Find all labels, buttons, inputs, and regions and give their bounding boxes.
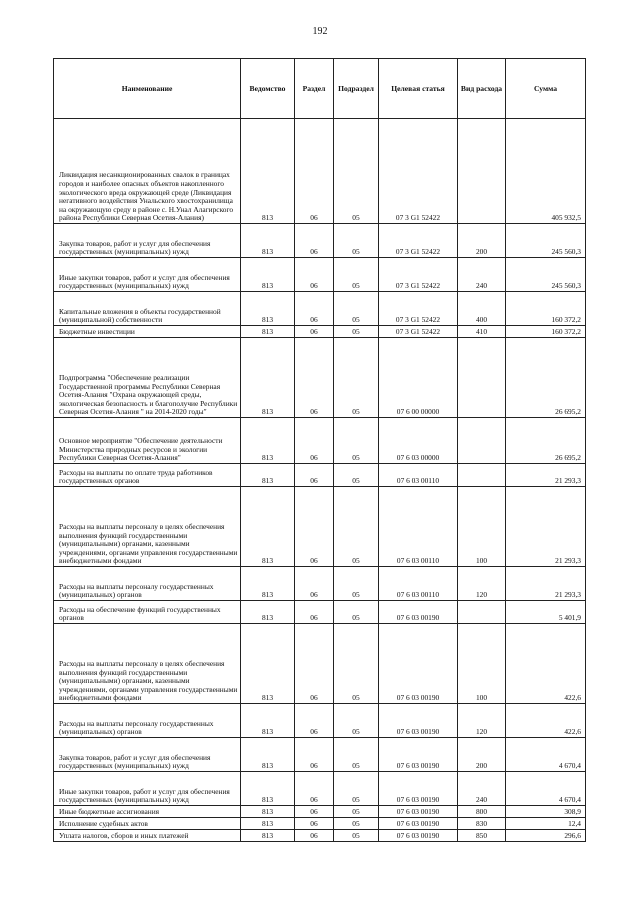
- row-statya-cell: 07 3 G1 52422: [379, 292, 458, 326]
- row-podrazdel-cell: 05: [334, 224, 379, 258]
- row-name-cell: Ликвидация несанкционированных свалок в границах городов и наиболее опасных объектов накопленного экологического вреда окружающей среде (Ликвидация негативного воздействия Унальского хвостохранилища на окружающую среду в районе с. Н.Унал Алагирского района Республики Северная Осетия-Алания): [54, 119, 241, 224]
- table-row: [54, 818, 586, 830]
- row-razdel-cell: 06: [295, 738, 334, 772]
- row-statya-cell: 07 6 03 00000: [379, 418, 458, 464]
- row-ved-cell: 813: [241, 818, 295, 830]
- row-name-cell: Иные бюджетные ассигнования: [54, 806, 241, 818]
- row-summa-cell: 422,6: [506, 624, 586, 704]
- header-row: [54, 59, 586, 119]
- header-podrazdel: Подраздел: [334, 59, 379, 119]
- row-razdel-cell: 06: [295, 326, 334, 338]
- row-name-cell: Закупка товаров, работ и услуг для обеспечения государственных (муниципальных) нужд: [54, 224, 241, 258]
- row-statya-cell: 07 6 03 00190: [379, 624, 458, 704]
- row-ved-cell: 813: [241, 738, 295, 772]
- table-row: [54, 119, 586, 224]
- row-vid-cell: 850: [458, 830, 506, 842]
- row-summa-cell: 4 670,4: [506, 772, 586, 806]
- table-row: [54, 704, 586, 738]
- table-row: [54, 464, 586, 487]
- row-summa-cell: 21 293,3: [506, 487, 586, 567]
- row-summa-cell: 21 293,3: [506, 464, 586, 487]
- row-summa-cell: 21 293,3: [506, 567, 586, 601]
- row-podrazdel-cell: 05: [334, 258, 379, 292]
- row-summa-cell: 4 670,4: [506, 738, 586, 772]
- table-row: [54, 624, 586, 704]
- row-vid-cell: [458, 464, 506, 487]
- row-name-cell: Расходы на выплаты персоналу в целях обеспечения выполнения функций государственными (муниципальными) органами, казенными учреждениями, органами управления государственными внебюджетными фондами: [54, 487, 241, 567]
- row-vid-cell: 800: [458, 806, 506, 818]
- row-razdel-cell: 06: [295, 772, 334, 806]
- row-vid-cell: 830: [458, 818, 506, 830]
- row-vid-cell: 200: [458, 738, 506, 772]
- row-statya-cell: 07 3 G1 52422: [379, 119, 458, 224]
- row-statya-cell: 07 6 03 00190: [379, 830, 458, 842]
- table-row: [54, 738, 586, 772]
- table-row: [54, 418, 586, 464]
- row-name-cell: Капитальные вложения в объекты государственной (муниципальной) собственности: [54, 292, 241, 326]
- row-podrazdel-cell: 05: [334, 418, 379, 464]
- row-statya-cell: 07 3 G1 52422: [379, 258, 458, 292]
- row-razdel-cell: 06: [295, 818, 334, 830]
- row-vid-cell: 100: [458, 487, 506, 567]
- row-summa-cell: 422,6: [506, 704, 586, 738]
- row-summa-cell: 26 695,2: [506, 338, 586, 418]
- row-statya-cell: 07 6 03 00190: [379, 738, 458, 772]
- row-ved-cell: 813: [241, 338, 295, 418]
- row-statya-cell: 07 6 03 00110: [379, 487, 458, 567]
- row-podrazdel-cell: 05: [334, 326, 379, 338]
- row-ved-cell: 813: [241, 830, 295, 842]
- row-ved-cell: 813: [241, 601, 295, 624]
- table-row: [54, 292, 586, 326]
- row-name-cell: Бюджетные инвестиции: [54, 326, 241, 338]
- row-razdel-cell: 06: [295, 704, 334, 738]
- row-razdel-cell: 06: [295, 258, 334, 292]
- header-razdel: Раздел: [295, 59, 334, 119]
- row-statya-cell: 07 3 G1 52422: [379, 224, 458, 258]
- row-razdel-cell: 06: [295, 464, 334, 487]
- row-razdel-cell: 06: [295, 224, 334, 258]
- row-podrazdel-cell: 05: [334, 487, 379, 567]
- header-statya: Целевая статья: [379, 59, 458, 119]
- row-summa-cell: 405 932,5: [506, 119, 586, 224]
- row-vid-cell: [458, 338, 506, 418]
- row-vid-cell: 400: [458, 292, 506, 326]
- row-name-cell: Основное мероприятие "Обеспечение деятельности Министерства природных ресурсов и экологии Республики Северная Осетия-Алания": [54, 418, 241, 464]
- row-vid-cell: 240: [458, 258, 506, 292]
- row-vid-cell: 120: [458, 704, 506, 738]
- row-vid-cell: [458, 418, 506, 464]
- row-name-cell: Подпрограмма "Обеспечение реализации Государственной программы Республики Северная Осетия-Алания "Охрана окружающей среды, экологическая безопасность и благополучие Республики Северная Осетия-Алания " на 2014-2020 годы": [54, 338, 241, 418]
- row-name-cell: Уплата налогов, сборов и иных платежей: [54, 830, 241, 842]
- row-podrazdel-cell: 05: [334, 567, 379, 601]
- row-name-cell: Расходы на выплаты по оплате труда работников государственных органов: [54, 464, 241, 487]
- row-statya-cell: 07 6 03 00190: [379, 704, 458, 738]
- row-podrazdel-cell: 05: [334, 806, 379, 818]
- row-razdel-cell: 06: [295, 292, 334, 326]
- row-podrazdel-cell: 05: [334, 119, 379, 224]
- row-razdel-cell: 06: [295, 624, 334, 704]
- header-ved: Ведомство: [241, 59, 295, 119]
- row-name-cell: Расходы на выплаты персоналу в целях обеспечения выполнения функций государственными (муниципальными) органами, казенными учреждениями, органами управления государственными внебюджетными фондами: [54, 624, 241, 704]
- row-vid-cell: 410: [458, 326, 506, 338]
- table-row: [54, 326, 586, 338]
- row-ved-cell: 813: [241, 772, 295, 806]
- row-podrazdel-cell: 05: [334, 738, 379, 772]
- row-ved-cell: 813: [241, 224, 295, 258]
- row-statya-cell: 07 6 03 00190: [379, 772, 458, 806]
- row-summa-cell: 5 401,9: [506, 601, 586, 624]
- table-body: [54, 119, 586, 842]
- row-vid-cell: 200: [458, 224, 506, 258]
- row-name-cell: Закупка товаров, работ и услуг для обеспечения государственных (муниципальных) нужд: [54, 738, 241, 772]
- row-razdel-cell: 06: [295, 338, 334, 418]
- row-statya-cell: 07 3 G1 52422: [379, 326, 458, 338]
- table-row: [54, 830, 586, 842]
- row-summa-cell: 245 560,3: [506, 224, 586, 258]
- budget-table: [53, 58, 586, 842]
- row-vid-cell: [458, 119, 506, 224]
- row-ved-cell: 813: [241, 258, 295, 292]
- row-summa-cell: 12,4: [506, 818, 586, 830]
- row-summa-cell: 160 372,2: [506, 326, 586, 338]
- row-name-cell: Расходы на обеспечение функций государственных органов: [54, 601, 241, 624]
- row-ved-cell: 813: [241, 567, 295, 601]
- row-name-cell: Расходы на выплаты персоналу государственных (муниципальных) органов: [54, 567, 241, 601]
- row-name-cell: Иные закупки товаров, работ и услуг для обеспечения государственных (муниципальных) нужд: [54, 258, 241, 292]
- table-row: [54, 806, 586, 818]
- row-ved-cell: 813: [241, 292, 295, 326]
- row-razdel-cell: 06: [295, 418, 334, 464]
- row-statya-cell: 07 6 00 00000: [379, 338, 458, 418]
- row-name-cell: Исполнение судебных актов: [54, 818, 241, 830]
- row-podrazdel-cell: 05: [334, 772, 379, 806]
- table-row: [54, 338, 586, 418]
- table-row: [54, 258, 586, 292]
- row-ved-cell: 813: [241, 418, 295, 464]
- row-podrazdel-cell: 05: [334, 338, 379, 418]
- row-ved-cell: 813: [241, 624, 295, 704]
- row-vid-cell: 120: [458, 567, 506, 601]
- row-vid-cell: [458, 601, 506, 624]
- row-name-cell: Иные закупки товаров, работ и услуг для обеспечения государственных (муниципальных) нужд: [54, 772, 241, 806]
- row-summa-cell: 296,6: [506, 830, 586, 842]
- row-ved-cell: 813: [241, 119, 295, 224]
- row-podrazdel-cell: 05: [334, 624, 379, 704]
- row-razdel-cell: 06: [295, 487, 334, 567]
- row-statya-cell: 07 6 03 00110: [379, 464, 458, 487]
- row-razdel-cell: 06: [295, 830, 334, 842]
- row-vid-cell: 240: [458, 772, 506, 806]
- row-podrazdel-cell: 05: [334, 818, 379, 830]
- row-statya-cell: 07 6 03 00110: [379, 567, 458, 601]
- table-row: [54, 567, 586, 601]
- header-name: Наименование: [54, 59, 241, 119]
- row-statya-cell: 07 6 03 00190: [379, 601, 458, 624]
- row-ved-cell: 813: [241, 326, 295, 338]
- table-row: [54, 772, 586, 806]
- header-summa: Сумма: [506, 59, 586, 119]
- row-statya-cell: 07 6 03 00190: [379, 806, 458, 818]
- row-summa-cell: 308,9: [506, 806, 586, 818]
- table-row: [54, 601, 586, 624]
- row-ved-cell: 813: [241, 806, 295, 818]
- row-vid-cell: 100: [458, 624, 506, 704]
- row-razdel-cell: 06: [295, 119, 334, 224]
- row-summa-cell: 26 695,2: [506, 418, 586, 464]
- row-ved-cell: 813: [241, 464, 295, 487]
- table-row: [54, 224, 586, 258]
- row-razdel-cell: 06: [295, 806, 334, 818]
- row-podrazdel-cell: 05: [334, 292, 379, 326]
- row-statya-cell: 07 6 03 00190: [379, 818, 458, 830]
- row-ved-cell: 813: [241, 487, 295, 567]
- row-razdel-cell: 06: [295, 567, 334, 601]
- page-number: 192: [312, 26, 328, 37]
- header-vid: Вид расхода: [458, 59, 506, 119]
- row-podrazdel-cell: 05: [334, 464, 379, 487]
- row-podrazdel-cell: 05: [334, 704, 379, 738]
- row-name-cell: Расходы на выплаты персоналу государственных (муниципальных) органов: [54, 704, 241, 738]
- row-ved-cell: 813: [241, 704, 295, 738]
- table-row: [54, 487, 586, 567]
- row-summa-cell: 245 560,3: [506, 258, 586, 292]
- row-podrazdel-cell: 05: [334, 830, 379, 842]
- row-razdel-cell: 06: [295, 601, 334, 624]
- row-summa-cell: 160 372,2: [506, 292, 586, 326]
- row-podrazdel-cell: 05: [334, 601, 379, 624]
